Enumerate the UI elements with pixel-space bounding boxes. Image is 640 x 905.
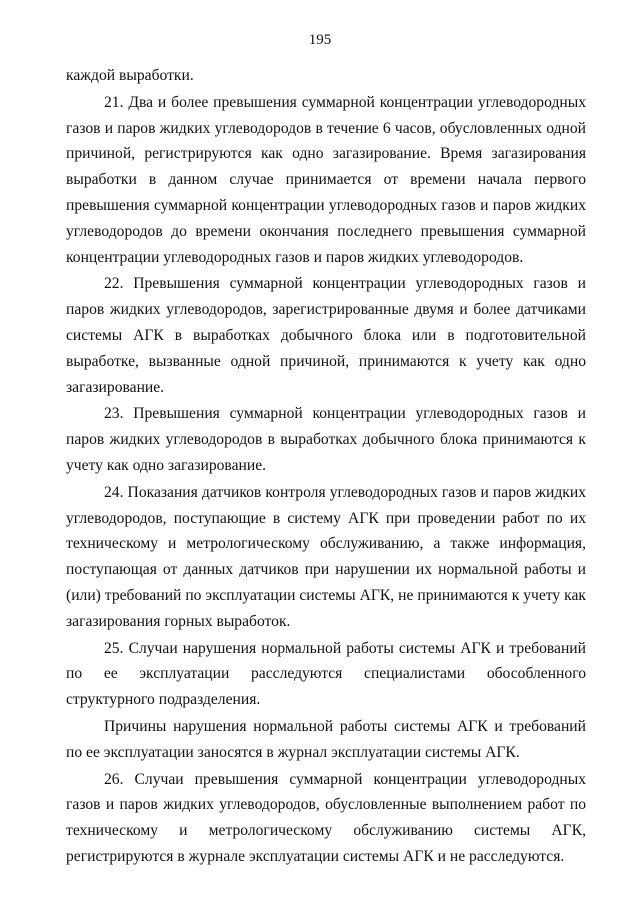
- paragraph-24: 24. Показания датчиков контроля углеводородных газов и паров жидких углеводородов, поступающие в систему АГК при проведении работ по их техническому и метрологическому обслуживанию, а также информация, поступающая от данных датчиков при нарушении их нормальной работы и (или) требований по эксплуатации системы АГК, не принимаются к учету как загазирования горных выработок.: [66, 483, 586, 630]
- paragraph-23: 23. Превышения суммарной концентрации углеводородных газов и паров жидких углеводородов в выработках добычного блока принимаются к учету как одно загазирование.: [66, 405, 586, 474]
- paragraph-21: 21. Два и более превышения суммарной концентрации углеводородных газов и паров жидких углеводородов в течение 6 часов, обусловленных одной причиной, регистрируются как одно загазирование. Время загазирования выработки в данном случае принимается от времени начала первого превышения суммарной концентрации углеводородных газов и паров жидких углеводородов до времени окончания последнего превышения суммарной концентрации углеводородных газов и паров жидких углеводородов.: [66, 93, 586, 266]
- paragraph-continuation: каждой выработки.: [66, 67, 194, 84]
- paragraph-25: 25. Случаи нарушения нормальной работы системы АГК и требований по ее эксплуатации расследуются специалистами обособленного структурного подразделения.: [66, 639, 586, 709]
- document-body: [66, 63, 586, 870]
- paragraph-25-causes: Причины нарушения нормальной работы системы АГК и требований по ее эксплуатации заносятся в журнал эксплуатации системы АГК.: [66, 717, 586, 761]
- paragraph-22: 22. Превышения суммарной концентрации углеводородных газов и паров жидких углеводородов, зарегистрированные двумя и более датчиками системы АГК в выработках добычного блока или в подготовительной выработке, вызванные одной причиной, принимаются к учету как одно загазирование.: [66, 275, 586, 396]
- page-number: 195: [308, 32, 332, 48]
- paragraph-26: 26. Случаи превышения суммарной концентрации углеводородных газов и паров жидких углеводородов, обусловленные выполнением работ по техническому и метрологическому обслуживанию системы АГК, регистрируются в журнале эксплуатации системы АГК и не расследуются.: [66, 770, 586, 865]
